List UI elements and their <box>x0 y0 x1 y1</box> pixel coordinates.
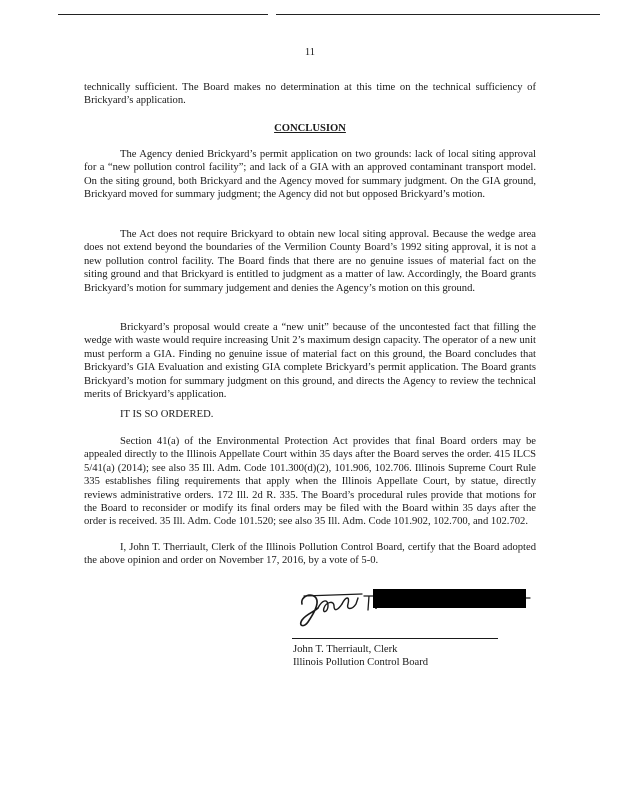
conclusion-paragraph-1: The Agency denied Brickyard’s permit application on two grounds: lack of local siting approval for a “new pollution control facility”; and lack of a GIA with an approved contaminant transport model. On the siting ground, both Brickyard and the Agency moved for summary judgment. On the GIA ground, Brickyard moved for summary judgment; the Agency did not but opposed Brickyard’s motion. <box>84 149 536 201</box>
signature-line <box>292 638 498 639</box>
signer-organization: Illinois Pollution Control Board <box>293 657 429 668</box>
scan-edge-line-right <box>276 14 600 15</box>
conclusion-heading: CONCLUSION <box>274 123 346 134</box>
ordered-line: IT IS SO ORDERED. <box>120 409 214 420</box>
intro-paragraph: technically sufficient. The Board makes no determination at this time on the technical sufficiency of Brickyard’s application. <box>84 82 536 107</box>
certification-paragraph: I, John T. Therriault, Clerk of the Illinois Pollution Control Board, certify that the Board adopted the above opinion and order on November 17, 2016, by a vote of 5-0. <box>84 542 536 567</box>
conclusion-paragraph-2: The Act does not require Brickyard to obtain new local siting approval. Because the wedge area does not extend beyond the boundaries of the Vermilion County Board’s 1992 siting approval, it is not a new pollution control facility. The Board finds that there are no genuine issues of material fact on the siting ground and that Brickyard is entitled to judgment as a matter of law. Accordingly, the Board grants Brickyard’s motion for summary judgement and denies the Agency’s motion on this ground. <box>84 229 536 294</box>
appeal-paragraph: Section 41(a) of the Environmental Protection Act provides that final Board orders may be appealed directly to the Illinois Appellate Court within 35 days after the Board serves the order. 415 ILCS 5/41(a) (2014); see also 35 Ill. Adm. Code 101.300(d)(2), 101.906, 102.706. Illinois Supreme Court Rule 335 establishes filing requirements that apply when the Illinois Appellate Court, by statue, directly reviews administrative orders. 172 Ill. 2d R. 335. The Board’s procedural rules provide that motions for the Board to reconsider or modify its final orders may be filed with the Board within 35 days after the order is received. 35 Ill. Adm. Code 101.520; see also 35 Ill. Adm. Code 101.902, 102.700, and 102.702. <box>84 436 536 528</box>
conclusion-paragraph-3: Brickyard’s proposal would create a “new unit” because of the uncontested fact that filling the wedge with waste would require increasing Unit 2’s maximum design capacity. The operator of a new unit must perform a GIA. Finding no genuine issue of material fact on this ground, the Board concludes that Brickyard’s GIA Evaluation and existing GIA complete Brickyard’s permit application. The Board grants Brickyard’s motion for summary judgment on this ground, and directs the Agency to review the technical merits of Brickyard’s application. <box>84 322 536 401</box>
redaction-bar <box>373 589 526 608</box>
page-number: 11 <box>304 47 316 58</box>
scan-edge-line-left <box>58 14 268 15</box>
signer-name: John T. Therriault, Clerk <box>293 644 398 655</box>
